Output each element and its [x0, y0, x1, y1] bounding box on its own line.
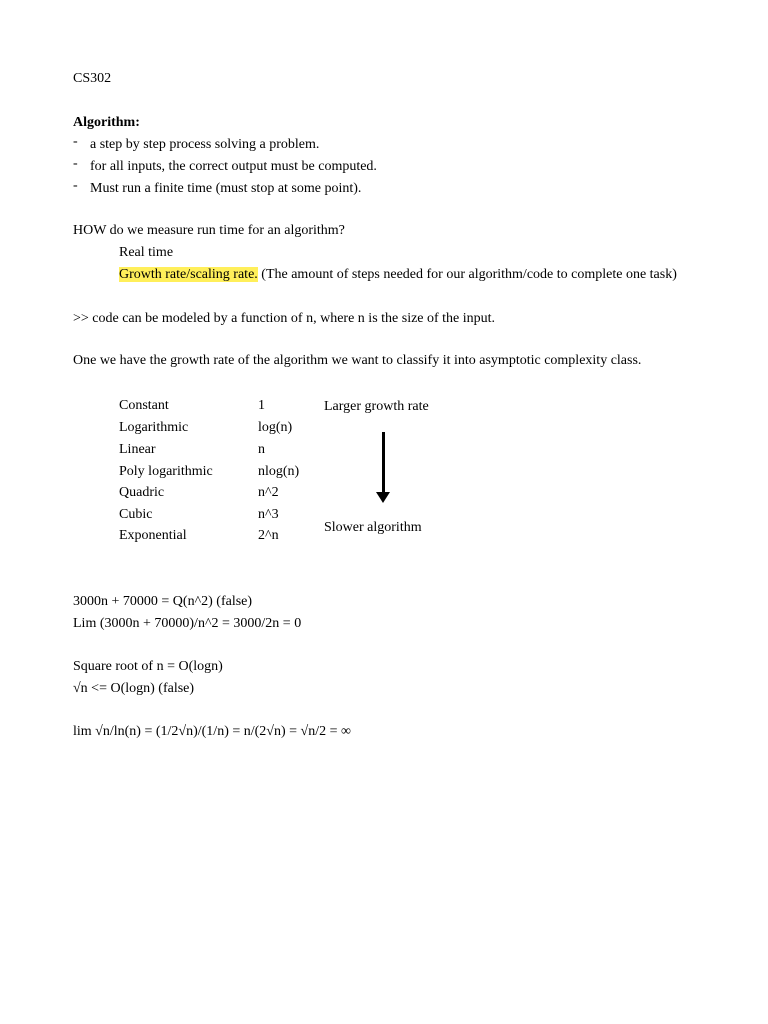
algorithm-heading: Algorithm: [73, 115, 140, 130]
example-line-1: 3000n + 70000 = Q(n^2) (false) [73, 594, 253, 609]
runtime-note: >> code can be modeled by a function of n, where n is the size of the input. [73, 311, 496, 326]
complexity-name: Exponential [119, 528, 187, 543]
example-line-4: √n <= O(logn) (false) [73, 681, 195, 696]
complexity-expr: nlog(n) [258, 464, 300, 479]
algorithm-bullet-1: a step by step process solving a problem. [90, 137, 320, 152]
bullet-marker: - [73, 134, 78, 149]
algorithm-bullet-3: Must run a finite time (must stop at some point). [90, 181, 362, 196]
complexity-name: Linear [119, 442, 156, 457]
complexity-name: Cubic [119, 507, 153, 522]
bullet-marker: - [73, 156, 78, 171]
algorithm-bullet-2: for all inputs, the correct output must be computed. [90, 159, 377, 174]
complexity-name: Quadric [119, 485, 165, 500]
complexity-expr: 2^n [258, 528, 279, 543]
arrow-head-icon [376, 492, 390, 503]
complexity-expr: log(n) [258, 420, 293, 435]
example-line-5: lim √n/ln(n) = (1/2√n)/(1/n) = n/(2√n) = √n/2 = ∞ [73, 724, 351, 739]
complexity-name: Logarithmic [119, 420, 189, 435]
complexity-expr: 1 [258, 398, 265, 413]
growth-rate-description: (The amount of steps needed for our algorithm/code to complete one task) [257, 267, 677, 282]
slower-algorithm-label: Slower algorithm [324, 520, 422, 535]
complexity-name: Poly logarithmic [119, 464, 213, 479]
example-line-3: Square root of n = O(logn) [73, 659, 223, 674]
classify-intro: One we have the growth rate of the algorithm we want to classify it into asymptotic complexity class. [73, 353, 642, 368]
larger-growth-label: Larger growth rate [324, 399, 429, 414]
example-line-2: Lim (3000n + 70000)/n^2 = 3000/2n = 0 [73, 616, 302, 631]
down-arrow-icon [382, 432, 385, 494]
complexity-name: Constant [119, 398, 169, 413]
runtime-item-real-time: Real time [119, 245, 174, 260]
complexity-expr: n^3 [258, 507, 279, 522]
runtime-question: HOW do we measure run time for an algorithm? [73, 223, 345, 238]
complexity-expr: n^2 [258, 485, 279, 500]
bullet-marker: - [73, 178, 78, 193]
highlighted-text: Growth rate/scaling rate. [119, 267, 258, 282]
runtime-item-growth-rate [119, 264, 695, 286]
course-title: CS302 [73, 71, 112, 86]
complexity-expr: n [258, 442, 265, 457]
